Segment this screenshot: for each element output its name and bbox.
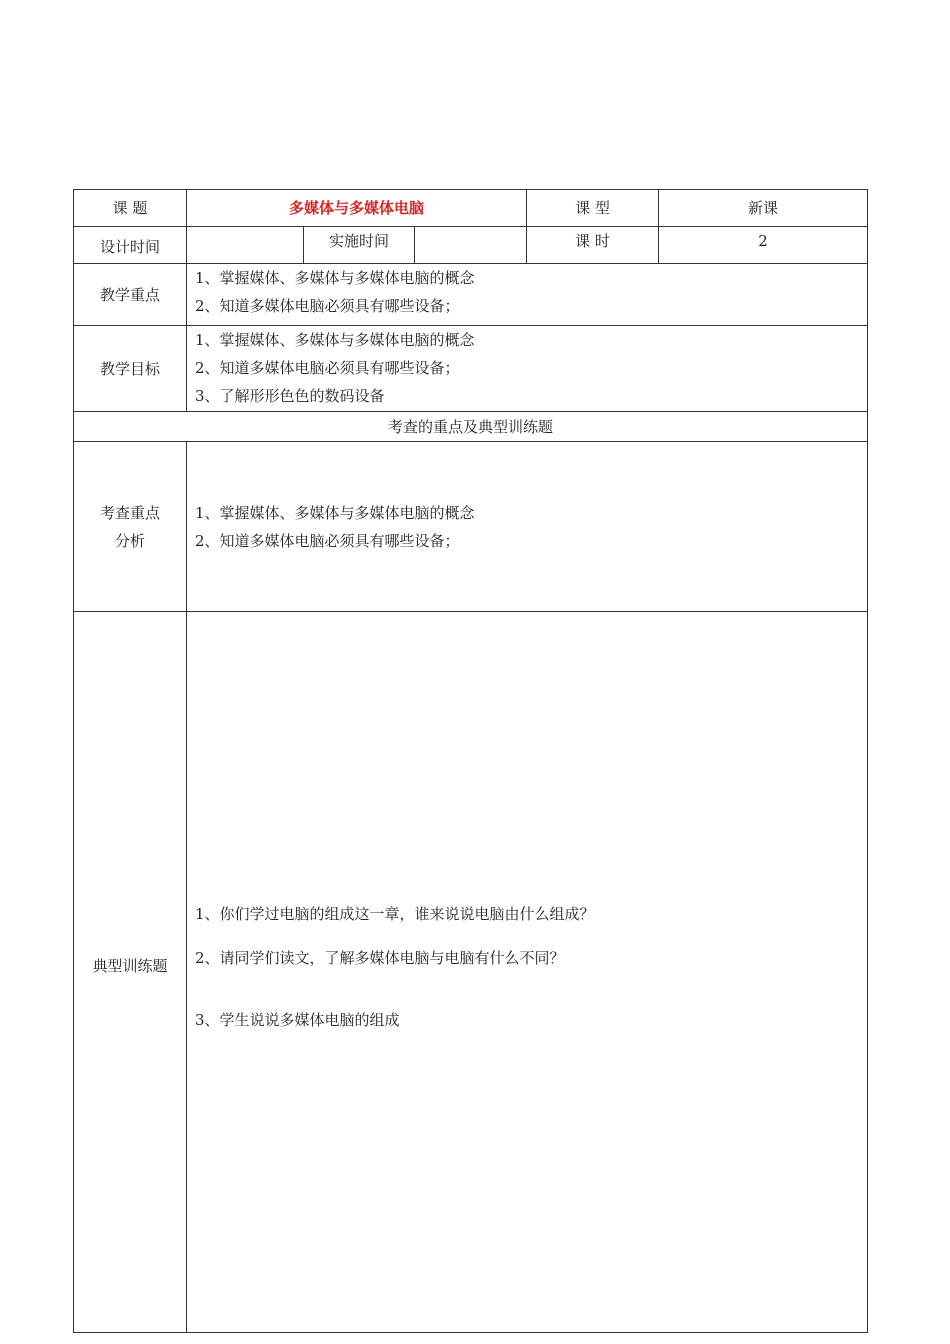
design-time-label: 设计时间 (74, 227, 187, 264)
lesson-title: 多媒体与多媒体电脑 (187, 190, 527, 227)
key-points-list (187, 264, 868, 326)
implement-time-value (415, 227, 527, 264)
objectives-row (74, 326, 868, 412)
lesson-plan-table (73, 189, 868, 1333)
list-item: 1、你们学过电脑的组成这一章，谁来说说电脑由什么组成？ (195, 905, 595, 923)
header-row-2 (74, 227, 868, 264)
exam-analysis-label-line2: 分析 (114, 531, 145, 550)
exercises-row (74, 612, 868, 1333)
objectives-label: 教学目标 (74, 326, 187, 412)
list-item: 3、学生说说多媒体电脑的组成 (195, 1011, 400, 1029)
exam-analysis-label-line1: 考查重点 (99, 503, 160, 522)
type-value: 新课 (659, 190, 868, 227)
section-title-row (74, 412, 868, 442)
list-item: 1、掌握媒体、多媒体与多媒体电脑的概念 (195, 331, 475, 349)
list-item: 2、知道多媒体电脑必须具有哪些设备； (195, 531, 460, 550)
header-row-1 (74, 190, 868, 227)
exam-analysis-list (187, 442, 868, 612)
topic-label: 课 题 (74, 190, 187, 227)
list-item: 2、知道多媒体电脑必须具有哪些设备； (195, 297, 460, 315)
hours-label: 课 时 (527, 227, 659, 264)
list-item: 1、掌握媒体、多媒体与多媒体电脑的概念 (195, 269, 475, 287)
key-points-row (74, 264, 868, 326)
list-item: 2、知道多媒体电脑必须具有哪些设备； (195, 359, 460, 377)
list-item: 3、了解形形色色的数码设备 (195, 387, 385, 405)
exercises-label: 典型训练题 (74, 612, 187, 1333)
design-time-value (187, 227, 304, 264)
section-title: 考查的重点及典型训练题 (74, 412, 868, 442)
implement-time-label: 实施时间 (304, 227, 415, 264)
list-item: 2、请同学们读文，了解多媒体电脑与电脑有什么不同？ (195, 949, 565, 967)
list-item: 1、掌握媒体、多媒体与多媒体电脑的概念 (195, 503, 475, 522)
key-points-label: 教学重点 (74, 264, 187, 326)
type-label: 课 型 (527, 190, 659, 227)
objectives-list (187, 326, 868, 412)
exercises-list (187, 612, 868, 1333)
hours-value: 2 (659, 227, 868, 264)
exam-analysis-row (74, 442, 868, 612)
exam-analysis-label (74, 442, 187, 612)
